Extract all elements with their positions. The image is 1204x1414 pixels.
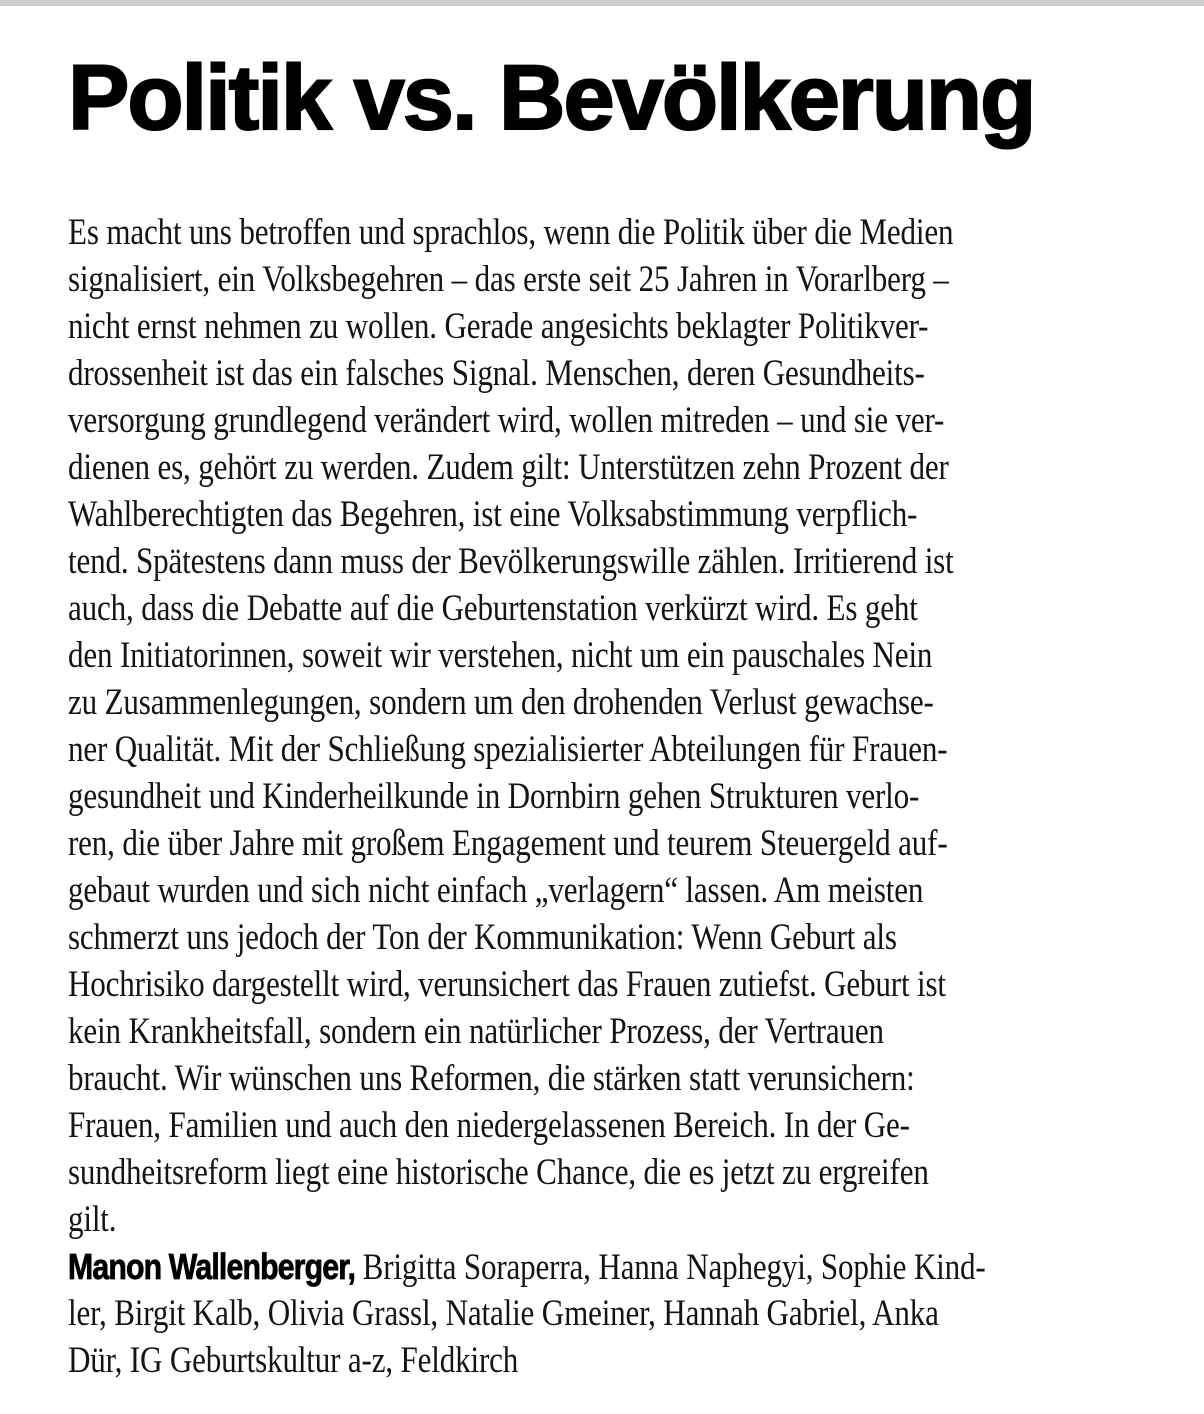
signature-line-3: Dür, IG Geburtskultur a-z, Feldkirch — [68, 1340, 519, 1381]
body-text-line: nicht ernst nehmen zu wollen. Gerade angesichts beklagter Politikver- — [68, 306, 929, 347]
body-text-line: tend. Spätestens dann muss der Bevölkerungswille zählen. Irritierend ist — [68, 541, 954, 582]
body-text-line: ner Qualität. Mit der Schließung spezialisierter Abteilungen für Frauen- — [68, 729, 948, 770]
body-text-line: zu Zusammenlegungen, sondern um den drohenden Verlust gewachse- — [68, 682, 934, 723]
signature-lead-author: Manon Wallenberger, — [68, 1246, 356, 1287]
body-text-line: versorgung grundlegend verändert wird, wollen mitreden – und sie ver- — [68, 400, 945, 441]
signature-line-1-rest: Brigitta Soraperra, Hanna Naphegyi, Sophie Kind- — [355, 1247, 986, 1288]
body-text-line: gesundheit und Kinderheilkunde in Dornbirn gehen Strukturen verlo- — [68, 776, 920, 817]
body-text-line: Es macht uns betroffen und sprachlos, wenn die Politik über die Medien — [68, 212, 954, 253]
body-text-line: drossenheit ist das ein falsches Signal. Menschen, deren Gesundheits- — [68, 353, 925, 394]
body-text-line: signalisiert, ein Volksbegehren – das erste seit 25 Jahren in Vorarlberg – — [68, 259, 949, 300]
article-body — [68, 209, 1022, 1384]
body-text-line: Wahlberechtigten das Begehren, ist eine Volksabstimmung verpflich- — [68, 494, 918, 535]
body-text-line: Hochrisiko dargestellt wird, verunsichert das Frauen zutiefst. Geburt ist — [68, 964, 946, 1005]
body-text-line: braucht. Wir wünschen uns Reformen, die stärken statt verunsichern: — [68, 1058, 915, 1099]
body-text-line: gebaut wurden und sich nicht einfach „verlagern“ lassen. Am meisten — [68, 870, 924, 911]
body-text-line: auch, dass die Debatte auf die Geburtenstation verkürzt wird. Es geht — [68, 588, 918, 629]
body-text-line: kein Krankheitsfall, sondern ein natürlicher Prozess, der Vertrauen — [68, 1011, 884, 1052]
signature-line-2: ler, Birgit Kalb, Olivia Grassl, Natalie Gmeiner, Hannah Gabriel, Anka — [68, 1293, 939, 1334]
body-text-line: ren, die über Jahre mit großem Engagement und teurem Steuergeld auf- — [68, 823, 948, 864]
body-text-line: dienen es, gehört zu werden. Zudem gilt: Unterstützen zehn Prozent der — [68, 447, 949, 488]
body-paragraph — [68, 209, 1022, 1243]
body-text-line: Frauen, Familien und auch den niedergelassenen Bereich. In der Ge- — [68, 1105, 910, 1146]
signature-line-1 — [68, 1243, 1022, 1290]
body-text-line: den Initiatorinnen, soweit wir verstehen, nicht um ein pauschales Nein — [68, 635, 933, 676]
body-text-line: schmerzt uns jedoch der Ton der Kommunikation: Wenn Geburt als — [68, 917, 897, 958]
body-text-line: gilt. — [68, 1199, 117, 1240]
page-top-border — [0, 0, 1204, 6]
body-text-line: sundheitsreform liegt eine historische Chance, die es jetzt zu ergreifen — [68, 1152, 929, 1193]
article-title: Politik vs. Bevölkerung — [68, 47, 1035, 149]
